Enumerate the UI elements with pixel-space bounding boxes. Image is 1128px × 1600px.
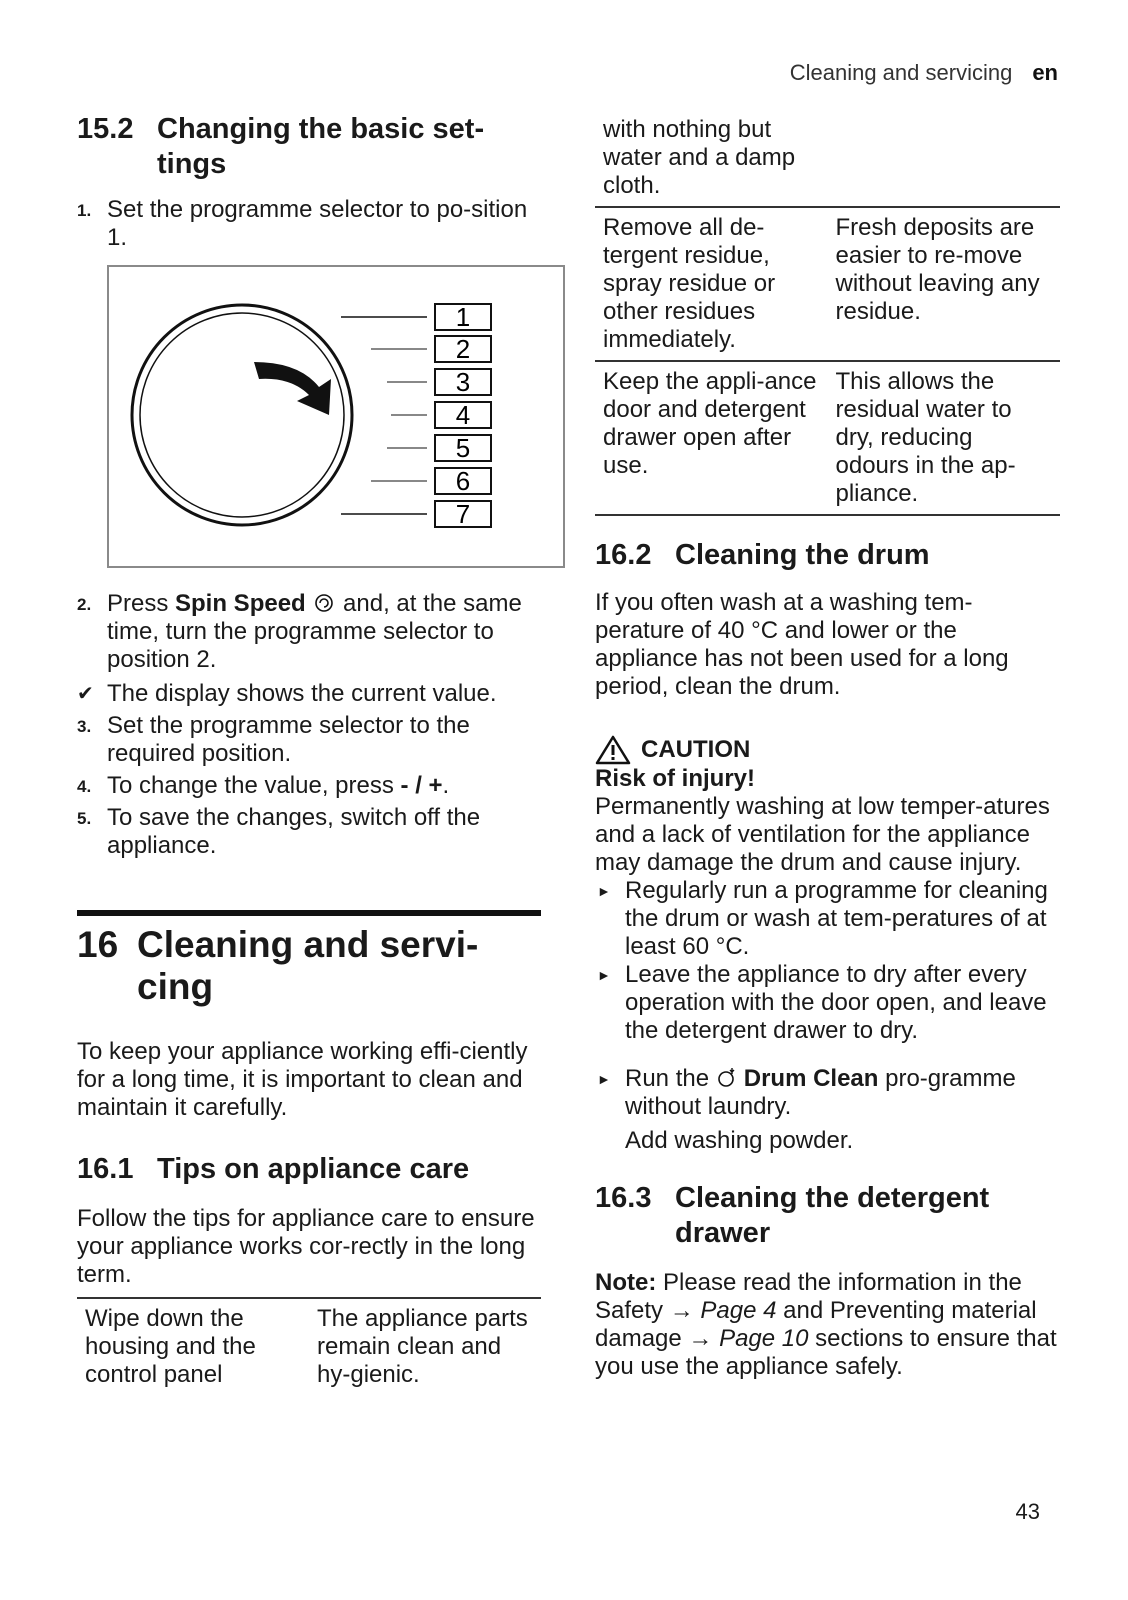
table-row: Remove all de-tergent residue, spray residue or other residues immediately. Fresh deposits are easier to re-move without leaving any residue. — [595, 207, 1060, 361]
heading-15-2: 15.2 Changing the basic set-tings — [77, 113, 485, 180]
step-1: 1. Set the programme selector to po-sition 1. — [77, 196, 528, 251]
dial-position-label: 2 — [455, 334, 471, 364]
drum-clean-icon — [716, 1067, 738, 1089]
step-4: 4. To change the value, press - / +. — [77, 772, 450, 799]
page-reference-link[interactable]: Page 4 — [700, 1297, 777, 1324]
heading-16: 16 Cleaning and servi-cing — [77, 924, 479, 1007]
arrow-right-icon: → — [669, 1297, 694, 1324]
turn-arrow-icon — [254, 362, 331, 415]
section-16-2-intro: If you often wash at a washing tem-perature of 40 °C and lower or the appliance has not been used for a long period, clean the drum. — [595, 589, 1009, 700]
dial-position-label: 5 — [455, 433, 471, 463]
triangle-bullet-icon: ► — [597, 967, 611, 983]
check-icon: ✔ — [77, 683, 94, 705]
section-16-1-intro: Follow the tips for appliance care to ensure your appliance works cor-rectly in the long term. — [77, 1205, 535, 1288]
running-header — [790, 60, 1058, 86]
dial-position-label: 1 — [455, 302, 471, 332]
warning-triangle-icon — [595, 735, 631, 765]
section-16-3-note: Note: Please read the information in the Safety → Page 4 and Preventing material damage → Page 10 sections to ensure that you use the appliance safely. — [595, 1269, 1057, 1380]
list-item: ► Run the Drum Clean pro-gramme without laundry. — [597, 1065, 1016, 1120]
triangle-bullet-icon: ► — [597, 883, 611, 899]
step-5: 5. To save the changes, switch off the appliance. — [77, 804, 481, 859]
arrow-right-icon: → — [688, 1325, 713, 1352]
result-line: ✔ The display shows the current value. — [77, 680, 497, 707]
table-row: with nothing but water and a damp cloth. — [603, 116, 796, 199]
step-3: 3. Set the programme selector to the required position. — [77, 712, 470, 767]
caution-text: Permanently washing at low temper-atures and a lack of ventilation for the appliance may damage the drum and cause injury. — [595, 793, 1050, 876]
appliance-care-table — [77, 1297, 541, 1395]
steps-15-2-a — [77, 196, 541, 252]
step-2: 2. Press Spin Speed and, at the same time, turn the programme selector to position 2. — [77, 590, 522, 673]
dial-position-label: 6 — [455, 466, 471, 496]
header-section-title: Cleaning and servicing — [789, 60, 1013, 85]
triangle-bullet-icon: ► — [597, 1071, 611, 1087]
list-item: ► Regularly run a programme for cleaning the drum or wash at tem-peratures of at least 60 °C. — [597, 877, 1048, 960]
caution-risk: Risk of injury! — [595, 765, 756, 792]
drum-clean-action — [595, 1065, 1060, 1121]
right-column — [595, 112, 1060, 1381]
programme-selector-figure — [107, 265, 565, 568]
chapter-divider — [77, 910, 541, 916]
programme-dial-illustration — [109, 267, 563, 566]
steps-15-2-b — [77, 590, 541, 860]
caution-heading: CAUTION — [595, 735, 1060, 765]
drum-clean-note: Add washing powder. — [625, 1127, 854, 1154]
dial-position-label: 3 — [455, 367, 471, 397]
header-language: en — [1032, 60, 1058, 85]
page-reference-link[interactable]: Page 10 — [719, 1325, 809, 1352]
heading-16-3: 16.3 Cleaning the detergent drawer — [595, 1182, 990, 1249]
caution-bullets — [595, 877, 1060, 1045]
list-item: ► Leave the appliance to dry after every operation with the door open, and leave the detergent drawer to dry. — [597, 961, 1047, 1044]
heading-16-2: 16.2 Cleaning the drum — [595, 539, 930, 571]
page-number: 43 — [1015, 1499, 1040, 1524]
caution-box — [595, 735, 1060, 1045]
table-row: Wipe down the housing and the control panel The appliance parts remain clean and hy-gienic. — [77, 1298, 541, 1395]
left-column — [77, 112, 541, 1395]
heading-16-1: 16.1 Tips on appliance care — [77, 1153, 470, 1185]
spin-speed-icon — [314, 593, 334, 613]
dial-position-label: 7 — [455, 499, 471, 529]
dial-position-label: 4 — [455, 400, 471, 430]
table-row: Keep the appli-ance door and detergent drawer open after use. This allows the residual water to dry, reducing odours in the ap-pliance. — [595, 361, 1060, 515]
appliance-care-table-continued — [595, 112, 1060, 516]
chapter-16-intro: To keep your appliance working effi-ciently for a long time, it is important to clean and maintain it carefully. — [77, 1038, 528, 1121]
